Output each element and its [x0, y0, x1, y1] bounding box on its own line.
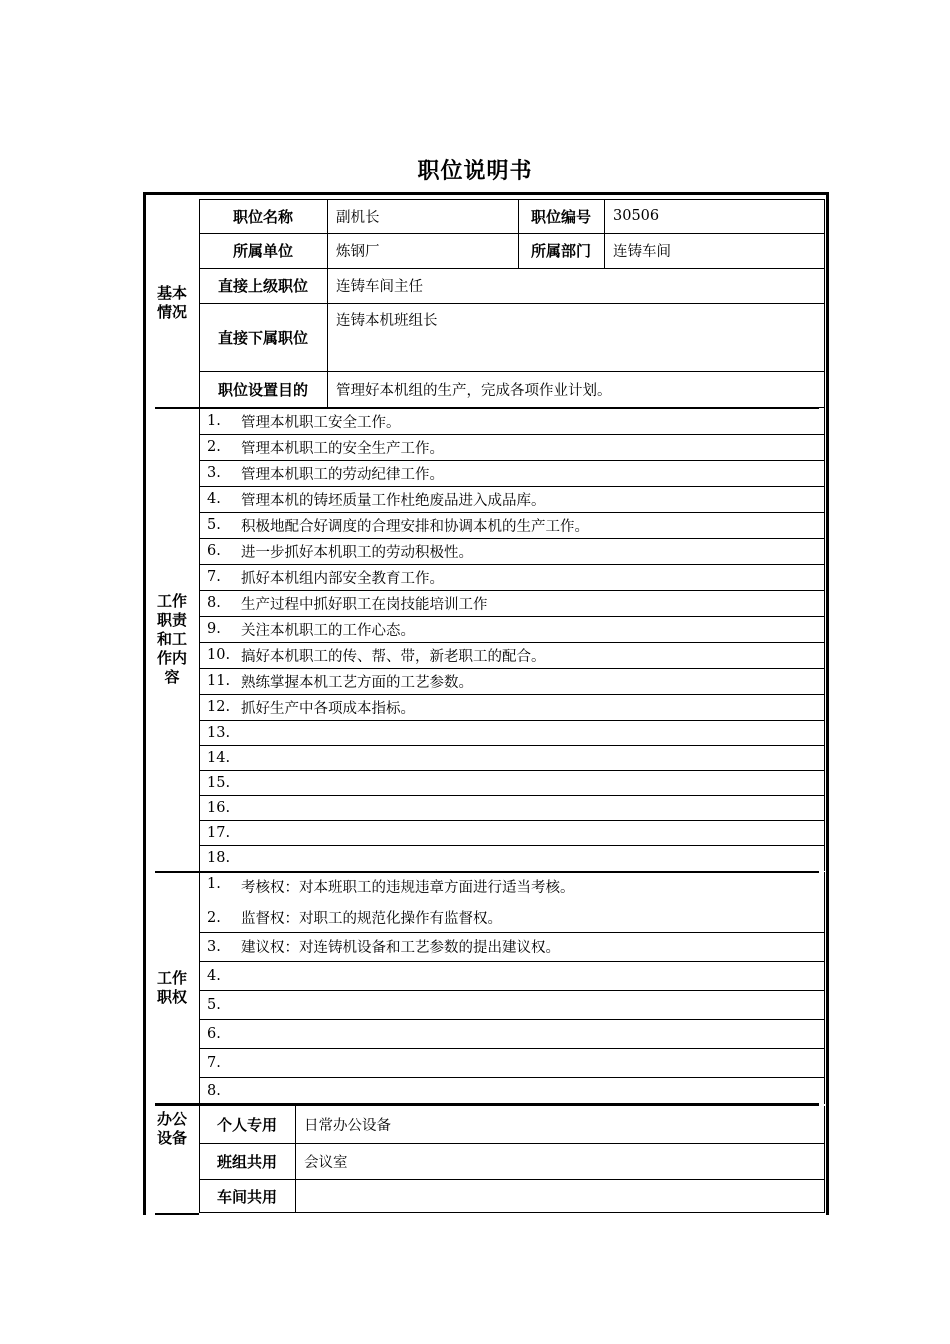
table-rule [199, 564, 825, 565]
table-rule [199, 845, 825, 846]
section-label-basic: 基本 情况 [156, 284, 187, 321]
duty-item [199, 720, 824, 745]
equipment-row-value [295, 1179, 824, 1213]
duty-item [199, 564, 824, 590]
unit-label: 所属单位 [232, 242, 293, 260]
table-rule [199, 512, 825, 513]
duty-item-number: 7. [207, 569, 221, 585]
equipment-row-label: 班组共用 [216, 1152, 277, 1171]
authority-item [199, 903, 824, 932]
authority-item-number: 1. [207, 876, 221, 892]
duty-item-number: 5. [207, 517, 221, 533]
table-rule [199, 486, 825, 487]
table-rule [199, 694, 825, 695]
authority-item-text: 建议权：对连铸机设备和工艺参数的提出建议权。 [241, 940, 560, 956]
table-rule [199, 961, 825, 962]
table-rule [199, 1077, 825, 1078]
authority-item [199, 961, 824, 990]
duty-item-text: 搞好本机职工的传、帮、带，新老职工的配合。 [241, 648, 546, 665]
duty-item-number: 12. [207, 699, 231, 715]
table-rule [199, 745, 825, 746]
equipment-row-label: 个人专用 [216, 1116, 277, 1134]
duty-item-number: 10. [207, 647, 231, 663]
duty-item [199, 694, 824, 720]
duty-item [199, 434, 824, 460]
table-rule [199, 720, 825, 721]
duty-item [199, 590, 824, 616]
authority-item [199, 990, 824, 1019]
superior-label: 直接上级职位 [217, 277, 308, 295]
duty-item-text: 关注本机职工的工作心态。 [241, 622, 415, 639]
duty-item [199, 512, 824, 538]
table-rule [824, 408, 825, 871]
duty-item [199, 616, 824, 642]
position-number-value: 30506 [613, 208, 660, 224]
unit-value: 炼钢厂 [336, 244, 380, 260]
page-title: 职位说明书 [417, 159, 533, 184]
duty-item-text: 管理本机职工的安全生产工作。 [241, 440, 444, 457]
duty-item-text: 管理本机职工的劳动纪律工作。 [241, 466, 444, 483]
table-rule [199, 820, 825, 821]
duty-item-text: 进一步抓好本机职工的劳动积极性。 [241, 544, 473, 561]
duty-item-number: 2. [207, 439, 221, 455]
table-rule [199, 990, 825, 991]
duty-item-text: 抓好本机组内部安全教育工作。 [241, 570, 444, 587]
table-rule [199, 1048, 825, 1049]
authority-item [199, 872, 824, 903]
section-label-authority: 工作 职权 [156, 969, 187, 1006]
duty-item-number: 6. [207, 543, 221, 559]
duty-item-number: 1. [207, 413, 221, 429]
duty-item-number: 16. [207, 799, 231, 816]
authority-item [199, 1048, 824, 1077]
authority-item-number: 4. [207, 967, 221, 984]
duty-item-text: 抓好生产中各项成本指标。 [241, 700, 415, 717]
position-number-label: 职位编号 [530, 207, 591, 226]
position-name-label: 职位名称 [232, 207, 293, 226]
table-rule [199, 770, 825, 771]
duty-item-text: 管理本机的铸坯质量工作杜绝废品进入成品库。 [241, 492, 546, 509]
table-rule [199, 795, 825, 796]
duty-item [199, 668, 824, 694]
authority-item-number: 5. [207, 996, 221, 1013]
authority-item [199, 932, 824, 961]
authority-item [199, 1019, 824, 1048]
authority-item [199, 1077, 824, 1104]
section-label-equipment: 办公 设备 [156, 1110, 187, 1147]
purpose-label: 职位设置目的 [217, 380, 308, 399]
duty-item [199, 820, 824, 845]
table-rule [199, 642, 825, 643]
duty-item-number: 9. [207, 621, 221, 637]
table-rule [199, 668, 825, 669]
table-rule [199, 616, 825, 617]
authority-item-number: 2. [207, 909, 221, 926]
department-label: 所属部门 [530, 242, 591, 260]
duty-item [199, 745, 824, 770]
duty-item-number: 3. [207, 465, 221, 481]
duty-item [199, 460, 824, 486]
duty-item-number: 17. [207, 824, 231, 841]
table-rule [199, 932, 825, 933]
equipment-row-label: 车间共用 [216, 1187, 277, 1206]
duty-item-number: 4. [207, 491, 221, 507]
authority-item-number: 3. [207, 938, 221, 955]
equipment-row-value: 日常办公设备 [304, 1118, 391, 1134]
subordinate-value: 连铸本机班组长 [336, 313, 438, 329]
authority-item-text: 监督权：对职工的规范化操作有监督权。 [241, 911, 502, 927]
duty-item-number: 11. [207, 673, 231, 689]
duty-item-number: 8. [207, 595, 221, 611]
duty-item-number: 15. [207, 774, 231, 791]
section-label-duties: 工作 职责 和工 作内 容 [156, 592, 187, 686]
duty-item-text: 积极地配合好调度的合理安排和协调本机的生产工作。 [241, 518, 589, 535]
section-divider [155, 1213, 199, 1215]
authority-item-number: 8. [207, 1082, 221, 1099]
duty-item-text: 管理本机职工安全工作。 [241, 414, 401, 431]
table-rule [824, 1106, 825, 1213]
authority-item-text: 考核权：对本班职工的违规违章方面进行适当考核。 [241, 880, 575, 896]
duty-item [199, 642, 824, 668]
table-rule [199, 538, 825, 539]
position-name-value: 副机长 [336, 209, 380, 226]
duty-item-number: 13. [207, 724, 231, 741]
table-rule [824, 872, 825, 1104]
duty-item [199, 795, 824, 820]
duty-item [199, 408, 824, 434]
superior-value: 连铸车间主任 [336, 279, 423, 295]
duty-item [199, 845, 824, 871]
subordinate-label: 直接下属职位 [217, 328, 308, 347]
duty-item-number: 14. [207, 749, 231, 766]
duty-item [199, 770, 824, 795]
purpose-value: 管理好本机组的生产，完成各项作业计划。 [336, 382, 612, 399]
authority-item-number: 6. [207, 1025, 221, 1042]
duty-item-number: 18. [207, 850, 231, 866]
table-rule [199, 1019, 825, 1020]
table-rule [199, 460, 825, 461]
duty-item [199, 486, 824, 512]
duty-item [199, 538, 824, 564]
equipment-row-value: 会议室 [304, 1154, 348, 1171]
duty-item-text: 生产过程中抓好职工在岗技能培训工作 [241, 596, 488, 613]
duty-item-text: 熟练掌握本机工艺方面的工艺参数。 [241, 674, 473, 691]
authority-item-number: 7. [207, 1054, 221, 1071]
table-rule [199, 434, 825, 435]
department-value: 连铸车间 [613, 244, 671, 260]
table-rule [199, 590, 825, 591]
